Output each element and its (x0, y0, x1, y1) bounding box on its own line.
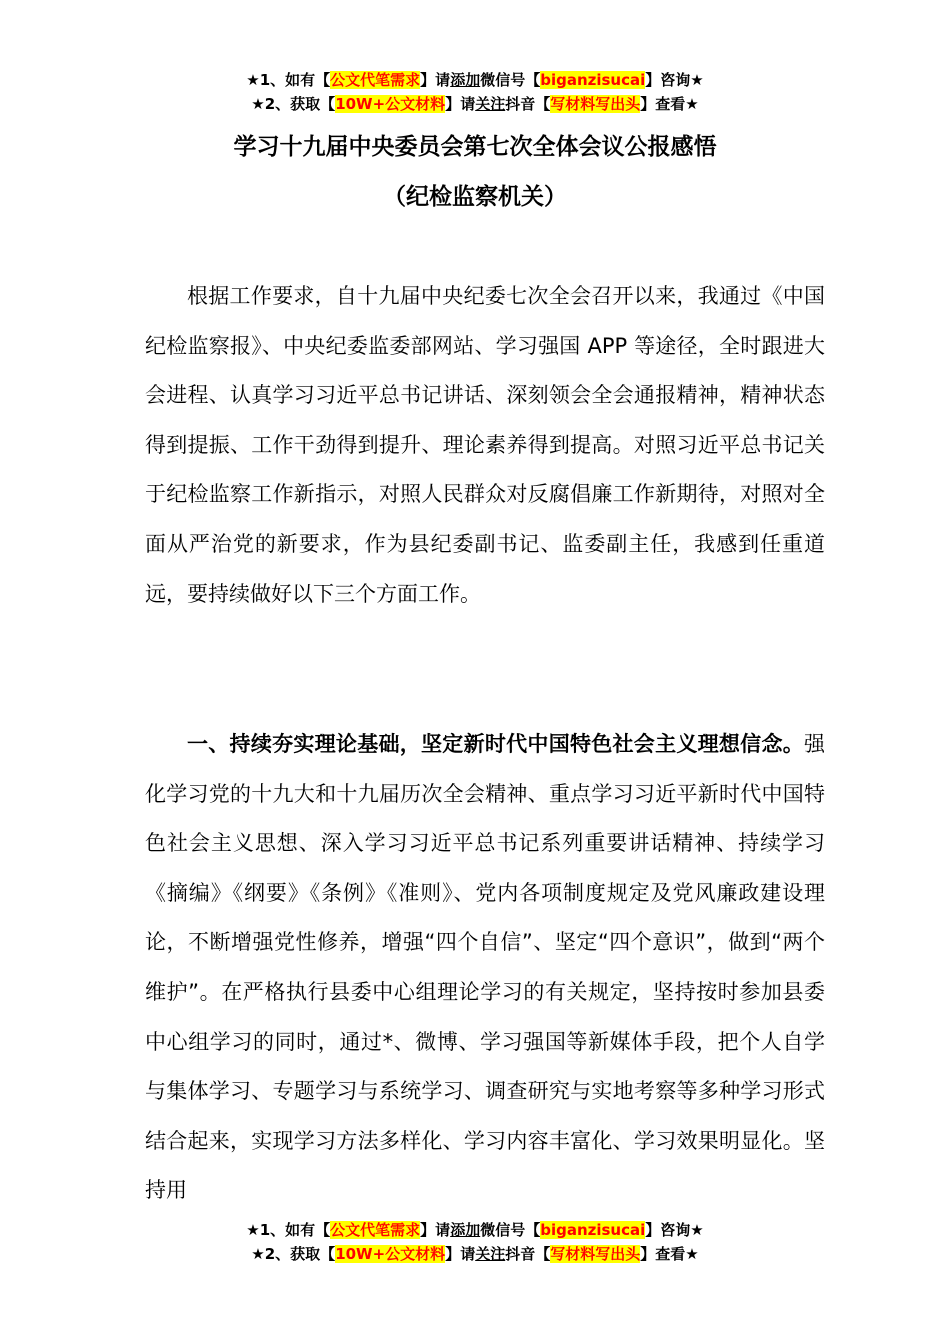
banner-highlight: 公文代笔需求 (330, 71, 421, 89)
paragraph-intro: 根据工作要求，自十九届中央纪委七次全会召开以来，我通过《中国纪检监察报》、中央纪委监委部网站、学习强国 APP 等途径，全时跟进大会进程、认真学习习近平总书记讲话、深刻领会全会通报精神，精神状态得到提振、工作干劲得到提升、理论素养得到提高。对照习近平总书记关于纪检监察工作新指示，对照人民群众对反腐倡廉工作新期待，对照对全面从严治党的新要求，作为县纪委副书记、监委副主任，我感到任重道远，要持续做好以下三个方面工作。 (145, 284, 825, 606)
banner-underlined: 关注 (475, 1245, 506, 1263)
banner-text: 抖音【 (505, 1245, 551, 1263)
banner-text: 】查看★ (640, 1245, 699, 1263)
banner-underlined: 关注 (475, 95, 506, 113)
banner-line-2 (0, 1242, 950, 1266)
banner-text: 微信号【 (480, 71, 541, 89)
banner-highlight: 写材料写出头 (550, 1245, 641, 1263)
banner-line-1 (0, 68, 950, 92)
banner-text: 】请 (445, 95, 476, 113)
banner-text: 微信号【 (480, 1221, 541, 1239)
banner-highlight: biganzisucai (540, 1221, 646, 1239)
document-title: 学习十九届中央委员会第七次全体会议公报感悟 (233, 134, 717, 160)
banner-text: 】请 (420, 1221, 451, 1239)
banner-text: 】请 (420, 71, 451, 89)
banner-highlight: 10W+公文材料 (335, 1245, 446, 1263)
banner-text: 抖音【 (505, 95, 551, 113)
section-heading: 一、持续夯实理论基础，坚定新时代中国特色社会主义理想信念。 (187, 732, 804, 756)
banner-highlight: 公文代笔需求 (330, 1221, 421, 1239)
paragraph-section-1 (145, 720, 825, 1216)
banner-highlight: biganzisucai (540, 71, 646, 89)
banner-line-2 (0, 92, 950, 116)
document-subtitle: （纪检监察机关） (383, 184, 567, 210)
banner-text: 】查看★ (640, 95, 699, 113)
banner-underlined: 添加 (450, 1221, 481, 1239)
banner-text: 】请 (445, 1245, 476, 1263)
top-banner (0, 68, 950, 116)
bottom-banner (0, 1218, 950, 1266)
banner-underlined: 添加 (450, 71, 481, 89)
banner-text: ★1、如有【 (246, 1221, 331, 1239)
banner-text: ★2、获取【 (251, 1245, 336, 1263)
banner-text: 】咨询★ (645, 71, 704, 89)
banner-line-1 (0, 1218, 950, 1242)
section-body: 强化学习党的十九大和十九届历次全会精神、重点学习习近平新时代中国特色社会主义思想、深入学习习近平总书记系列重要讲话精神、持续学习《摘编》《纲要》《条例》《准则》、党内各项制度规定及党风廉政建设理论，不断增强党性修养，增强“四个自信”、坚定“四个意识”，做到“两个维护”。在严格执行县委中心组理论学习的有关规定，坚持按时参加县委中心组学习的同时，通过*、微博、学习强国等新媒体手段，把个人自学与集体学习、专题学习与系统学习、调查研究与实地考察等多种学习形式结合起来，实现学习方法多样化、学习内容丰富化、学习效果明显化。坚持用 (145, 732, 825, 1203)
banner-text: ★2、获取【 (251, 95, 336, 113)
banner-text: 】咨询★ (645, 1221, 704, 1239)
banner-text: ★1、如有【 (246, 71, 331, 89)
banner-highlight: 写材料写出头 (550, 95, 641, 113)
banner-highlight: 10W+公文材料 (335, 95, 446, 113)
